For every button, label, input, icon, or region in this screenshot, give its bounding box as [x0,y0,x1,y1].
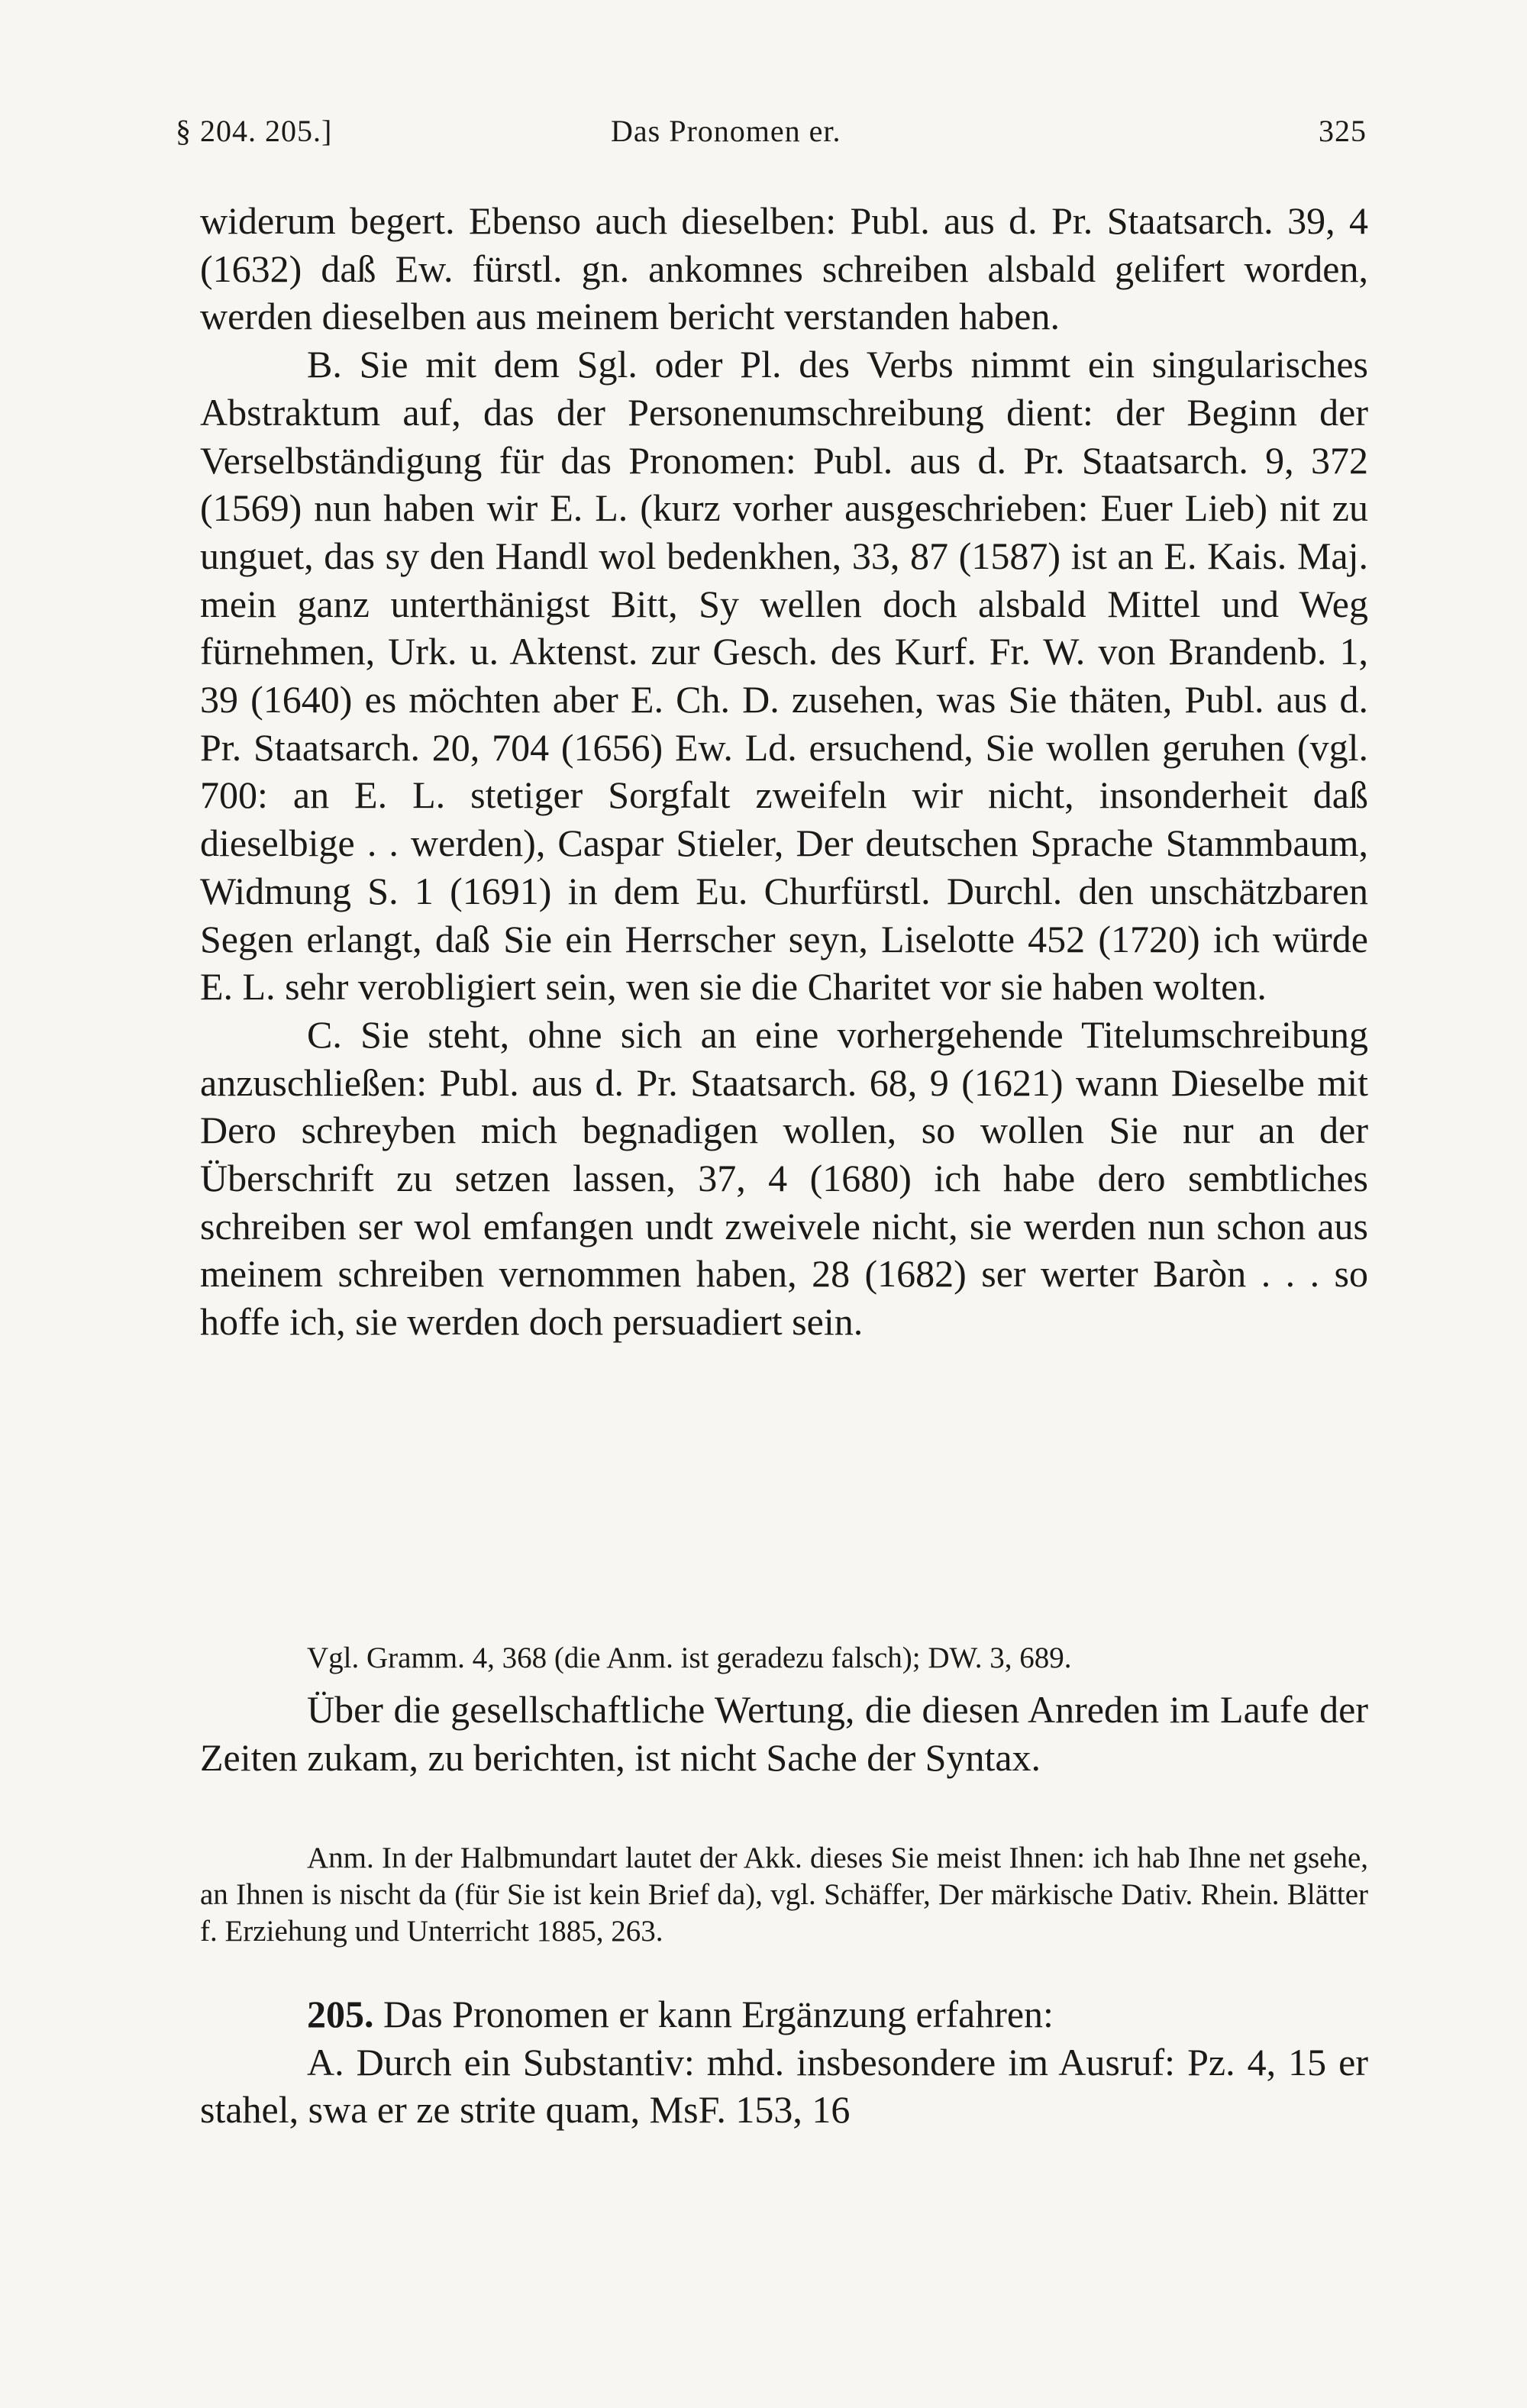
paragraph-continuation: widerum begert. Ebenso auch dieselben: Publ. aus d. Pr. Staatsarch. 39, 4 (1632) daß Ew. fürstl. gn. ankomnes schreiben alsbald gelifert worden, werden dieselben aus meinem bericht verstanden haben. [200,199,1368,338]
section-number: 205. [307,1993,374,2035]
header-title: Das Pronomen er. [611,114,841,148]
section-205-a: A. Durch ein Substantiv: mhd. insbesondere im Ausruf: Pz. 4, 15 er stahel, swa er ze strite quam, MsF. 153, 16 [200,2040,1368,2132]
body-block-1 [200,197,1368,1346]
annotation-anm: Anm. In der Halbmundart lautet der Akk. dieses Sie meist Ihnen: ich hab Ihne net gsehe, an Ihnen is nischt da (für Sie ist kein Brief da), vgl. Schäffer, Der märkische Dativ. Rhein. Blätter f. Erziehung und Unterricht 1885, 263. [200,1842,1368,1948]
header-sections: § 204. 205.] [176,114,333,148]
note-vgl: Vgl. Gramm. 4, 368 (die Anm. ist geradezu falsch); DW. 3, 689. [307,1641,1072,1674]
paragraph-ueber: Über die gesellschaftliche Wertung, die diesen Anreden im Laufe der Zeiten zukam, zu berichten, ist nicht Sache der Syntax. [200,1688,1368,1779]
section-205 [200,1990,1368,2134]
section-heading: Das Pronomen er kann Ergänzung erfahren: [383,1993,1054,2035]
paragraph-c: C. Sie steht, ohne sich an eine vorhergehende Titelumschreibung anzuschließen: Publ. aus d. Pr. Staatsarch. 68, 9 (1621) wann Dieselbe mit Dero schreyben mich begnadigen wollen, so wollen Sie nur an der Überschrift zu setzen lassen, 37, 4 (1680) ich habe dero sembtliches schreiben ser wol emfangen undt zweivele nicht, sie werden nun schon aus meinem schreiben vernommen haben, 28 (1682) ser werter Baròn . . . so hoffe ich, sie werden doch persuadiert sein. [200,1012,1368,1344]
page-header [176,113,1367,159]
header-page-number: 325 [1319,114,1367,148]
paragraph-b: B. Sie mit dem Sgl. oder Pl. des Verbs nimmt ein singularisches Abstraktum auf, das der Personenumschreibung dient: der Beginn der Verselbständigung für das Pronomen: Publ. aus d. Pr. Staatsarch. 9, 372 (1569) nun haben wir E. L. (kurz vorher ausgeschrieben: Euer Lieb) nit zu unguet, das sy den Handl wol bedenkhen, 33, 87 (1587) ist an E. Kais. Maj. mein ganz unterthänigst Bitt, Sy wellen doch alsbald Mittel und Weg fürnehmen, Urk. u. Aktenst. zur Gesch. des Kurf. Fr. W. von Brandenb. 1, 39 (1640) es möchten aber E. Ch. D. zusehen, was Sie thäten, Publ. aus d. Pr. Staatsarch. 20, 704 (1656) Ew. Ld. ersuchend, Sie wollen geruhen (vgl. 700: an E. L. stetiger Sorgfalt zweifeln wir nicht, insonderheit daß dieselbige . . werden), Caspar Stieler, Der deutschen Sprache Stammbaum, Widmung S. 1 (1691) in dem Eu. Churfürstl. Durchl. den unschätzbaren Segen erlangt, daß Sie ein Herrscher seyn, Liselotte 452 (1720) ich würde E. L. sehr verobligiert sein, wen sie die Charitet vor sie haben wolten. [200,343,1368,1009]
